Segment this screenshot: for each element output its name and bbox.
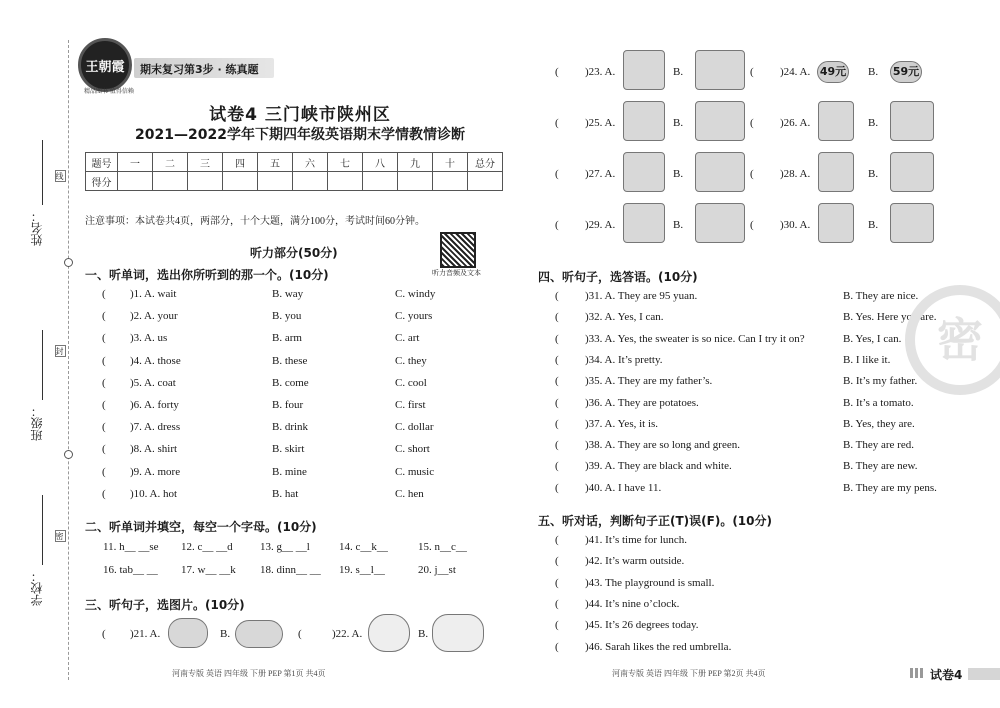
option-b[interactable]: B. Yes, I can. [843,332,902,345]
score-cell[interactable] [153,172,188,191]
page-tag-bar [968,668,1000,680]
alarm-clock-icon[interactable] [623,50,665,90]
building-icon[interactable] [623,203,665,243]
score-header-cell: 一 [118,153,153,172]
picture-question-label: )26. A. [780,117,811,129]
seal-tag: 封 [55,347,64,355]
option-b[interactable]: B. hat [272,487,299,500]
score-header-cell: 七 [328,153,363,172]
brand-logo: 王朝霞 [78,38,132,92]
listening-heading: 听力部分(50分) [250,246,338,260]
option-c[interactable]: C. first [395,399,426,411]
option-c[interactable]: C. art [395,332,420,345]
footer-right: 河南专版 英语 四年级 下册 PEP 第2页 共4页 [612,669,766,678]
score-cell[interactable] [188,172,223,191]
statement: )43. The playground is small. [585,576,715,589]
q21-label: )21. A. [130,628,161,640]
rain-cloud-icon[interactable] [818,101,854,141]
class-label: 班级： [30,405,44,441]
seal-tag: 线 [55,172,64,180]
option-a[interactable]: )40. A. I have 11. [585,481,662,494]
sun-icon[interactable] [890,101,934,141]
option-c[interactable]: C. dollar [395,421,434,434]
score-cell[interactable] [363,172,398,191]
option-b-label: B. [868,168,879,180]
binding-hole [64,258,73,267]
answer-bracket[interactable]: ( [555,460,559,473]
header-banner: 期末复习第3步 · 练真题 [134,58,274,78]
option-b[interactable]: B. you [272,310,302,323]
q21-b-label: B. [220,628,231,640]
name-label: 姓名： [30,210,44,246]
score-header-cell: 题号 [86,153,118,172]
answer-bracket[interactable]: ( [555,534,559,546]
statement: )46. Sarah likes the red umbrella. [585,640,732,653]
answer-bracket[interactable]: ( [298,628,302,640]
footer-left: 河南专版 英语 四年级 下册 PEP 第1页 共4页 [172,669,326,678]
option-a[interactable]: )35. A. They are my father’s. [585,375,713,388]
option-b[interactable]: B. It’s a tomato. [843,396,914,409]
option-b-label: B. [673,168,684,180]
answer-bracket[interactable]: ( [555,311,559,324]
option-b[interactable]: B. these [272,354,308,367]
option-c[interactable]: C. cool [395,376,427,389]
picture-question-label: )24. A. [780,66,811,78]
option-a[interactable]: )5. A. coat [130,376,176,389]
score-row-label: 得分 [86,172,118,191]
section1-title: 一、听单词，选出你所听到的那一个。(10分) [85,268,329,282]
q22-label: )22. A. [332,628,363,640]
option-c[interactable]: C. windy [395,288,436,300]
option-b[interactable]: B. arm [272,332,302,345]
answer-bracket[interactable]: ( [555,481,559,494]
score-header-cell: 六 [293,153,328,172]
option-a[interactable]: )1. A. wait [130,288,177,300]
q22-b-label: B. [418,628,429,640]
brand-slogan: 精品图书 值得信赖 [84,88,134,95]
price-badge[interactable]: 59元 [890,61,922,83]
answer-bracket[interactable]: ( [750,117,754,129]
option-a[interactable]: )9. A. more [130,465,181,478]
option-a[interactable]: )8. A. shirt [130,443,178,456]
fill-blank-item[interactable]: 16. tab__ __ [103,564,158,576]
answer-bracket[interactable]: ( [555,66,559,78]
playground-icon[interactable] [818,203,854,243]
potato-icon[interactable] [235,620,283,648]
qr-code-icon[interactable] [440,232,476,268]
option-b[interactable]: B. Yes. Here you are. [843,311,937,324]
answer-bracket[interactable]: ( [555,439,559,452]
option-a[interactable]: )39. A. They are black and white. [585,460,732,473]
answer-bracket[interactable]: ( [555,597,559,610]
answer-bracket[interactable]: ( [102,443,106,456]
price-badge[interactable]: 49元 [817,61,849,83]
option-a[interactable]: )6. A. forty [130,399,179,411]
fill-blank-item[interactable]: 19. s__l__ [339,564,385,576]
option-a[interactable]: )38. A. They are so long and green. [585,439,740,452]
banana-icon[interactable] [168,618,208,648]
answer-bracket[interactable]: ( [102,332,106,345]
picture-question-label: )23. A. [585,66,616,78]
score-cell[interactable] [293,172,328,191]
answer-bracket[interactable]: ( [555,375,559,388]
picture-question-label: )30. A. [780,219,811,231]
page-marker-icon [910,668,924,678]
statement: )45. It’s 26 degrees today. [585,619,699,632]
score-cell[interactable] [433,172,468,191]
picture-question-label: )25. A. [585,117,616,129]
option-a[interactable]: )7. A. dress [130,421,181,434]
option-c[interactable]: C. yours [395,310,433,323]
fill-blank-item[interactable]: 20. j__st [418,564,456,576]
option-a[interactable]: )37. A. Yes, it is. [585,417,659,430]
answer-bracket[interactable]: ( [750,168,754,180]
statement: )41. It’s time for lunch. [585,534,688,546]
section5-title: 五、听对话，判断句子正(T)误(F)。(10分) [538,514,772,528]
option-b-label: B. [673,117,684,129]
watermark-seal: 密 [905,285,1000,395]
option-b-label: B. [673,66,684,78]
qr-caption: 听力音频及文本 [432,269,481,277]
section4-title: 四、听句子，选答语。(10分) [538,270,698,284]
answer-bracket[interactable]: ( [555,353,559,366]
statement: )44. It’s nine o’clock. [585,597,680,610]
paper-title: 试卷4 三门峡市陕州区 [209,105,391,125]
score-header-cell: 五 [258,153,293,172]
paper-subtitle: 2021—2022学年下期四年级英语期末学情教情诊断 [135,127,465,143]
boy-football-icon[interactable] [890,152,934,192]
answer-bracket[interactable]: ( [750,66,754,78]
seal-tag: 密 [55,532,64,540]
opera-house-icon[interactable] [695,152,745,192]
answer-bracket[interactable]: ( [555,117,559,129]
answer-bracket[interactable]: ( [555,576,559,589]
option-b-label: B. [868,219,879,231]
pig-icon[interactable] [432,614,484,652]
picture-question-label: )28. A. [780,168,811,180]
answer-bracket[interactable]: ( [102,399,106,411]
option-a[interactable]: )2. A. your [130,310,178,323]
sheep-icon[interactable] [368,614,410,652]
option-a[interactable]: )10. A. hot [130,487,178,500]
score-header-cell: 三 [188,153,223,172]
answer-bracket[interactable]: ( [555,619,559,632]
section2-title: 二、听单词并填空，每空一个字母。(10分) [85,520,317,534]
fill-blank-item[interactable]: 18. dinn__ __ [260,564,321,576]
answer-bracket[interactable]: ( [102,376,106,389]
option-c[interactable]: C. they [395,354,427,367]
answer-bracket[interactable]: ( [102,421,106,434]
option-b[interactable]: B. I like it. [843,353,891,366]
name-blank[interactable] [42,140,43,205]
answer-bracket[interactable]: ( [555,417,559,430]
score-table [85,152,503,191]
fill-blank-item[interactable]: 17. w__ __k [181,564,236,576]
option-c[interactable]: C. music [395,465,435,478]
score-header-cell: 八 [363,153,398,172]
score-cell[interactable] [468,172,503,191]
notice-text: 注意事项：本试卷共4页，两部分，十个大题，满分100分，考试时间60分钟。 [85,216,425,227]
family-scene-icon[interactable] [818,152,854,192]
answer-bracket[interactable]: ( [555,168,559,180]
option-b[interactable]: B. It’s my father. [843,375,918,388]
score-header-cell: 二 [153,153,188,172]
score-cell[interactable] [223,172,258,191]
answer-bracket[interactable]: ( [555,555,559,568]
score-cell[interactable] [118,172,153,191]
option-a[interactable]: )36. A. They are potatoes. [585,396,699,409]
option-b[interactable]: B. mine [272,465,307,478]
option-b[interactable]: B. They are my pens. [843,481,937,494]
option-a[interactable]: )32. A. Yes, I can. [585,311,664,324]
answer-bracket[interactable]: ( [555,332,559,345]
score-header-cell: 四 [223,153,258,172]
statement: )42. It’s warm outside. [585,555,685,568]
option-b[interactable]: B. They are nice. [843,290,919,302]
option-b[interactable]: B. four [272,399,304,411]
option-a[interactable]: )4. A. those [130,354,181,367]
score-header-cell: 总分 [468,153,503,172]
class-blank[interactable] [42,330,43,400]
answer-bracket[interactable]: ( [102,354,106,367]
school-blank[interactable] [42,495,43,565]
option-a[interactable]: )34. A. It’s pretty. [585,353,663,366]
binding-hole [64,450,73,459]
option-b[interactable]: B. skirt [272,443,305,456]
score-header-cell: 九 [398,153,433,172]
option-b-label: B. [673,219,684,231]
option-c[interactable]: C. short [395,443,430,456]
wall-clock-icon[interactable] [695,50,745,90]
section3-title: 三、听句子，选图片。(10分) [85,598,245,612]
fill-blank-item[interactable]: 14. c__k__ [339,541,388,553]
fill-blank-item[interactable]: 15. n__c__ [418,541,467,553]
option-b[interactable]: B. drink [272,421,309,434]
fill-blank-item[interactable]: 11. h__ __se [103,541,159,553]
binding-line [68,40,69,680]
room-icon[interactable] [890,203,934,243]
answer-bracket[interactable]: ( [555,219,559,231]
answer-bracket[interactable]: ( [102,288,106,300]
option-b[interactable]: B. They are new. [843,460,918,473]
answer-bracket[interactable]: ( [102,310,106,323]
option-b-label: B. [868,66,879,78]
answer-bracket[interactable]: ( [750,219,754,231]
answer-bracket[interactable]: ( [102,628,106,640]
picture-question-label: )29. A. [585,219,616,231]
option-a[interactable]: )33. A. Yes, the sweater is so nice. Can I try it on? [585,332,805,345]
score-cell[interactable] [398,172,433,191]
page-tag: 试卷4 [930,668,963,682]
option-b-label: B. [868,117,879,129]
option-b[interactable]: B. They are red. [843,439,914,452]
option-b[interactable]: B. come [272,376,309,389]
school-label: 学校： [30,570,44,606]
option-c[interactable]: C. hen [395,487,424,500]
option-b[interactable]: B. way [272,288,304,300]
score-header-cell: 十 [433,153,468,172]
dress-icon[interactable] [623,101,665,141]
skirt-icon[interactable] [695,101,745,141]
answer-bracket[interactable]: ( [102,465,106,478]
answer-bracket[interactable]: ( [555,396,559,409]
score-cell[interactable] [258,172,293,191]
picture-question-label: )27. A. [585,168,616,180]
answer-bracket[interactable]: ( [555,290,559,302]
fill-blank-item[interactable]: 12. c__ __d [181,541,233,553]
score-cell[interactable] [328,172,363,191]
building-icon[interactable] [695,203,745,243]
city-scene-icon[interactable] [623,152,665,192]
option-b[interactable]: B. Yes, they are. [843,417,915,430]
answer-bracket[interactable]: ( [102,487,106,500]
option-a[interactable]: )3. A. us [130,332,168,345]
answer-bracket[interactable]: ( [555,640,559,653]
fill-blank-item[interactable]: 13. g__ __l [260,541,310,553]
option-a[interactable]: )31. A. They are 95 yuan. [585,290,698,302]
